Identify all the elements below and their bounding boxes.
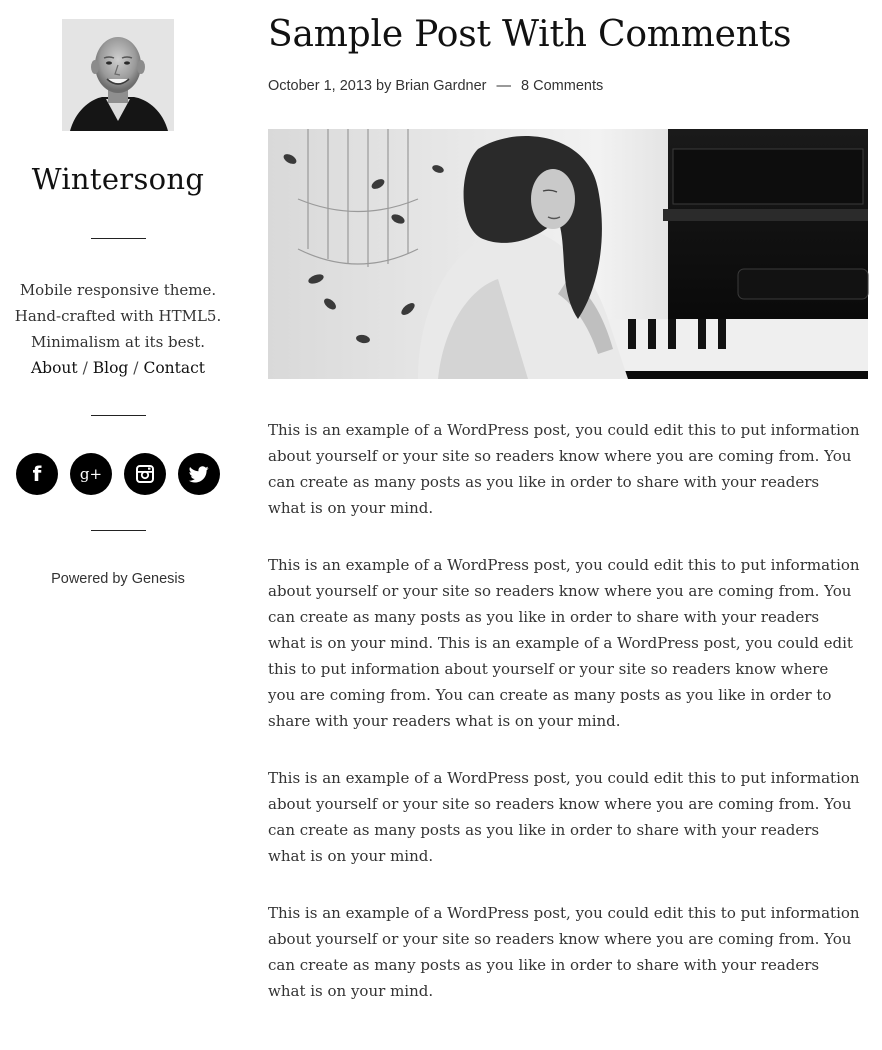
facebook-icon: f (32, 462, 42, 486)
post-paragraph: This is an example of a WordPress post, you could edit this to put information about yourself or your site so readers know where you are coming from. You can create as many posts as you like in order to share with your readers what is on your mind. This is an example of a WordPress post, you could edit this to put information about yourself or your site so readers know where you are coming from. You can create as many posts as you like in order to share with your readers what is on your mind. (268, 556, 860, 730)
meta-dash: — (496, 78, 511, 94)
site-title[interactable]: Wintersong (31, 162, 205, 196)
post-meta (268, 78, 603, 94)
instagram-button[interactable] (124, 453, 166, 495)
nav-link-about[interactable]: About (30, 359, 78, 377)
nav-link-blog[interactable]: Blog (92, 359, 129, 377)
nav-separator: / (82, 359, 88, 377)
post-title[interactable]: Sample Post With Comments (268, 14, 792, 55)
twitter-icon (189, 466, 209, 483)
tagline-line: Hand-crafted with HTML5. (14, 307, 222, 325)
tagline-line: Minimalism at its best. (30, 333, 206, 351)
post-by: by (376, 78, 392, 94)
nav-link-contact[interactable]: Contact (143, 359, 206, 377)
post-date: October 1, 2013 (268, 78, 372, 94)
sidebar-divider (91, 238, 146, 239)
genesis-link[interactable]: Genesis (131, 571, 185, 587)
featured-photo (268, 129, 868, 379)
twitter-button[interactable] (178, 453, 220, 495)
post-content (268, 417, 868, 1000)
social-icons (16, 453, 226, 495)
nav-separator: / (133, 359, 139, 377)
google-plus-icon: g+ (79, 464, 103, 483)
instagram-icon (136, 465, 154, 483)
post-paragraph: This is an example of a WordPress post, you could edit this to put information about yourself or your site so readers know where you are coming from. You can create as many posts as you like in order to share with your readers what is on your mind. (268, 769, 860, 865)
site-description (0, 277, 236, 381)
sidebar-divider (91, 530, 146, 531)
facebook-button[interactable] (16, 453, 58, 495)
post-comments-link[interactable]: 8 Comments (521, 78, 604, 94)
powered-by-text: Powered by (51, 571, 128, 587)
post-paragraph: This is an example of a WordPress post, you could edit this to put information about yourself or your site so readers know where you are coming from. You can create as many posts as you like in order to share with your readers what is on your mind. (268, 904, 860, 1000)
featured-image (268, 129, 868, 379)
footer-credits (0, 571, 236, 587)
author-avatar[interactable] (62, 19, 174, 131)
avatar-image (62, 19, 174, 131)
google-plus-button[interactable] (70, 453, 112, 495)
sidebar-nav (0, 355, 236, 381)
post-paragraph: This is an example of a WordPress post, you could edit this to put information about yourself or your site so readers know where you are coming from. You can create as many posts as you like in order to share with your readers what is on your mind. (268, 421, 860, 517)
sidebar-divider (91, 415, 146, 416)
post-author-link[interactable]: Brian Gardner (395, 78, 487, 94)
tagline-line: Mobile responsive theme. (19, 281, 217, 299)
